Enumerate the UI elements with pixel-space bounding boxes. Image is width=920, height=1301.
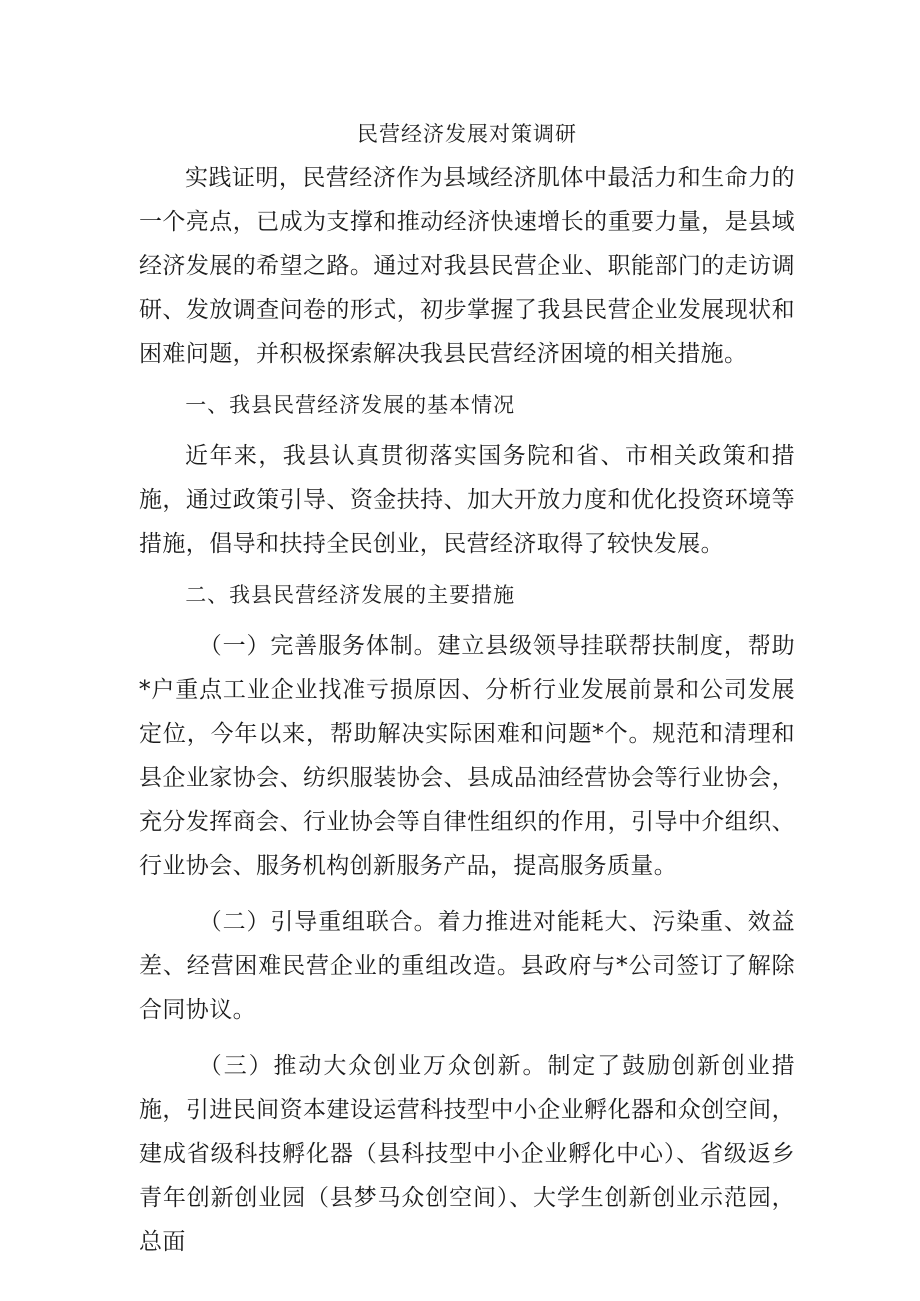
document-title: 民营经济发展对策调研 [357,122,577,146]
section-heading-main-measures: 二、我县民营经济发展的主要措施 [185,583,516,607]
measure-paragraph-3: （三）推动大众创业万众创新。制定了鼓励创新创业措施，引进民间资本建设运营科技型中小企业孵化器和众创空间，建成省级科技孵化器（县科技型中小企业孵化中心）、省级返乡青年创新创业园（县梦马众创空间）、大学生创新创业示范园，总面 [139,1053,795,1255]
document-page [139,112,795,1264]
intro-paragraph: 实践证明，民营经济作为县域经济肌体中最活力和生命力的一个亮点，已成为支撑和推动经济快速增长的重要力量，是县域经济发展的希望之路。通过对我县民营企业、职能部门的走访调研、发放调查问卷的形式，初步掌握了我县民营企业发展现状和困难问题，并积极探索解决我县民营经济困境的相关措施。 [139,165,795,367]
measure-paragraph-2: （二）引导重组联合。着力推进对能耗大、污染重、效益差、经营困难民营企业的重组改造。县政府与*公司签订了解除合同协议。 [139,909,795,1023]
section-heading-basic-situation: 一、我县民营经济发展的基本情况 [185,393,516,417]
section1-paragraph: 近年来，我县认真贯彻落实国务院和省、市相关政策和措施，通过政策引导、资金扶持、加大开放力度和优化投资环境等措施，倡导和扶持全民创业，民营经济取得了较快发展。 [139,443,795,557]
measure-paragraph-1: （一）完善服务体制。建立县级领导挂联帮扶制度，帮助*户重点工业企业找准亏损原因、分析行业发展前景和公司发展定位，今年以来，帮助解决实际困难和问题*个。规范和清理和县企业家协会、纺织服装协会、县成品油经营协会等行业协会，充分发挥商会、行业协会等自律性组织的作用，引导中介组织、行业协会、服务机构创新服务产品，提高服务质量。 [139,633,795,879]
